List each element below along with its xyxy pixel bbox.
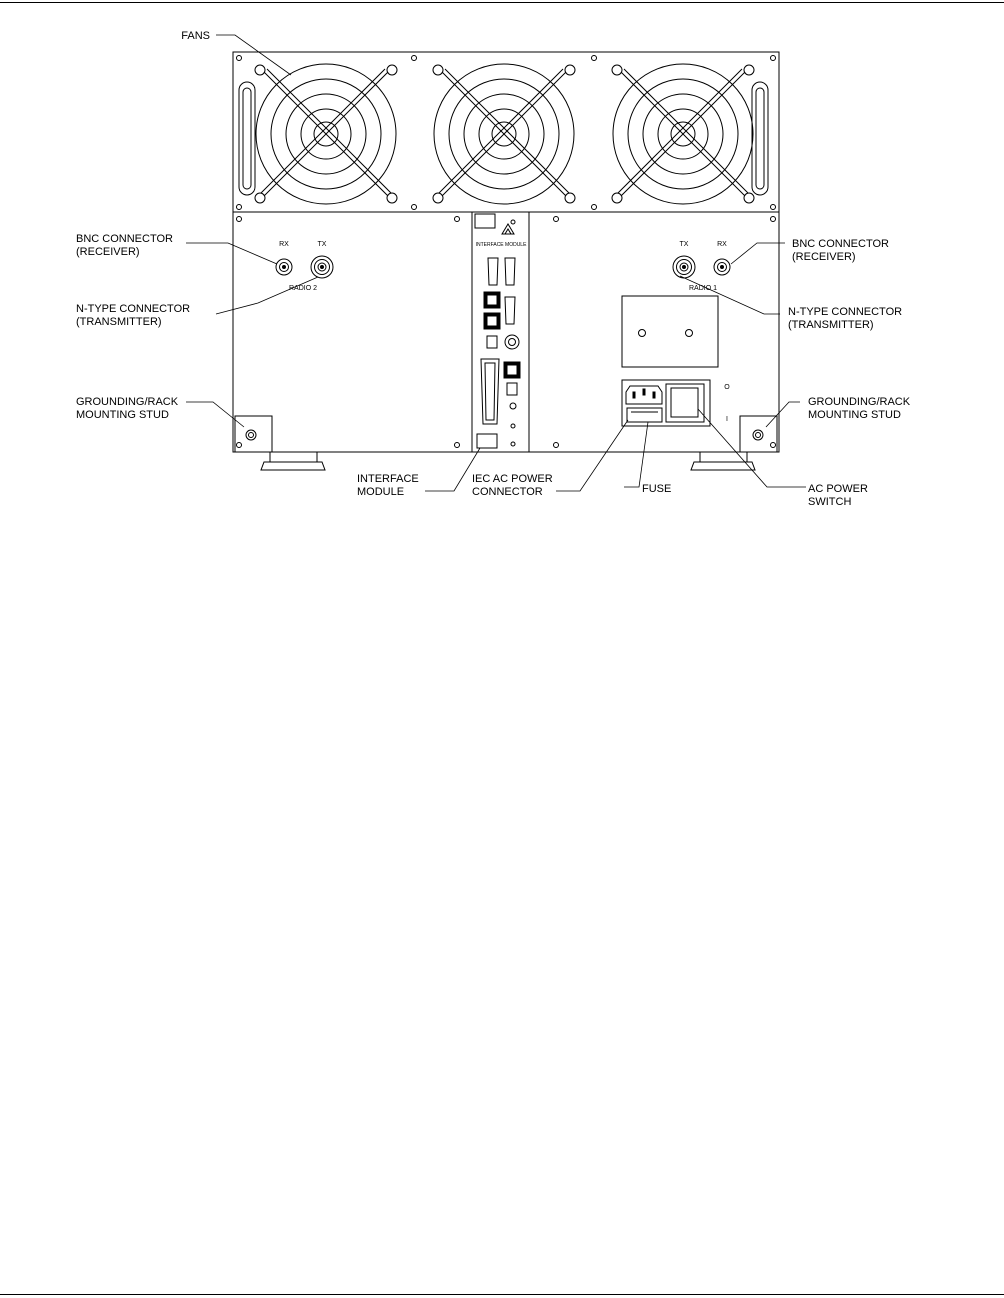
- callout-ntype-right-line2: (TRANSMITTER): [788, 319, 874, 331]
- bnc-connector-radio2: [276, 259, 292, 275]
- handle-right: [752, 82, 768, 195]
- callout-ntype-right-line1: N-TYPE CONNECTOR: [788, 306, 903, 318]
- callout-bnc-right-line2: (RECEIVER): [792, 251, 856, 263]
- radio2-tx-label: TX: [317, 241, 327, 248]
- bnc-connector-radio1: [714, 259, 730, 275]
- callout-bnc-left-line1: BNC CONNECTOR: [76, 233, 173, 245]
- lower-panel: [233, 212, 779, 452]
- callout-ground-left-line2: MOUNTING STUD: [76, 409, 169, 421]
- fan-icon: [433, 64, 575, 204]
- callout-fuse: FUSE: [642, 483, 672, 495]
- fan-icon: [255, 64, 397, 204]
- callout-interface-module-line1: INTERFACE: [357, 473, 419, 485]
- switch-on-label: I: [726, 416, 728, 423]
- callout-iec-power-line1: IEC AC POWER: [472, 473, 553, 485]
- callout-ground-left-line1: GROUNDING/RACK: [76, 396, 179, 408]
- bnc-port-icon: [505, 335, 519, 349]
- callout-ac-switch-line2: SWITCH: [808, 496, 852, 508]
- radio2-label: RADIO 2: [288, 285, 318, 292]
- foot-left: [261, 452, 325, 470]
- iec-power-connector: [626, 386, 662, 404]
- callout-ac-switch-line1: AC POWER: [808, 483, 868, 495]
- callout-ntype-left-line2: (TRANSMITTER): [76, 316, 162, 328]
- callout-ntype-left-line1: N-TYPE CONNECTOR: [76, 303, 191, 315]
- power-switch: [666, 384, 704, 422]
- grounding-stud-icon: [753, 430, 763, 440]
- interface-module: [472, 212, 529, 452]
- radio1-label: RADIO 1: [688, 285, 718, 292]
- callout-ground-right-line1: GROUNDING/RACK: [808, 396, 911, 408]
- callout-bnc-left-line2: (RECEIVER): [76, 246, 140, 258]
- grounding-stud-icon: [246, 430, 256, 440]
- ntype-connector-radio1: [673, 256, 695, 278]
- radio1-rx-label: RX: [717, 241, 727, 248]
- switch-off-label: O: [724, 384, 730, 391]
- handle-left: [239, 82, 255, 195]
- callout-iec-power-line2: CONNECTOR: [472, 486, 543, 498]
- screw-icon: [237, 217, 776, 448]
- callout-fans: FANS: [181, 30, 210, 42]
- radio2-rx-label: RX: [279, 241, 289, 248]
- cover-plate: [622, 296, 718, 367]
- callout-ground-right-line2: MOUNTING STUD: [808, 409, 901, 421]
- radio1-tx-label: TX: [679, 241, 689, 248]
- db25-port-icon: [481, 359, 499, 424]
- interface-module-title: INTERFACE MODULE: [475, 242, 527, 248]
- fan-icon: [612, 64, 754, 204]
- ntype-connector-radio2: [311, 256, 333, 278]
- foot-right: [691, 452, 755, 470]
- fuse-holder: [627, 408, 662, 422]
- logo-icon: [502, 224, 514, 234]
- callout-interface-module-line2: MODULE: [357, 486, 405, 498]
- callout-bnc-right-line1: BNC CONNECTOR: [792, 238, 889, 250]
